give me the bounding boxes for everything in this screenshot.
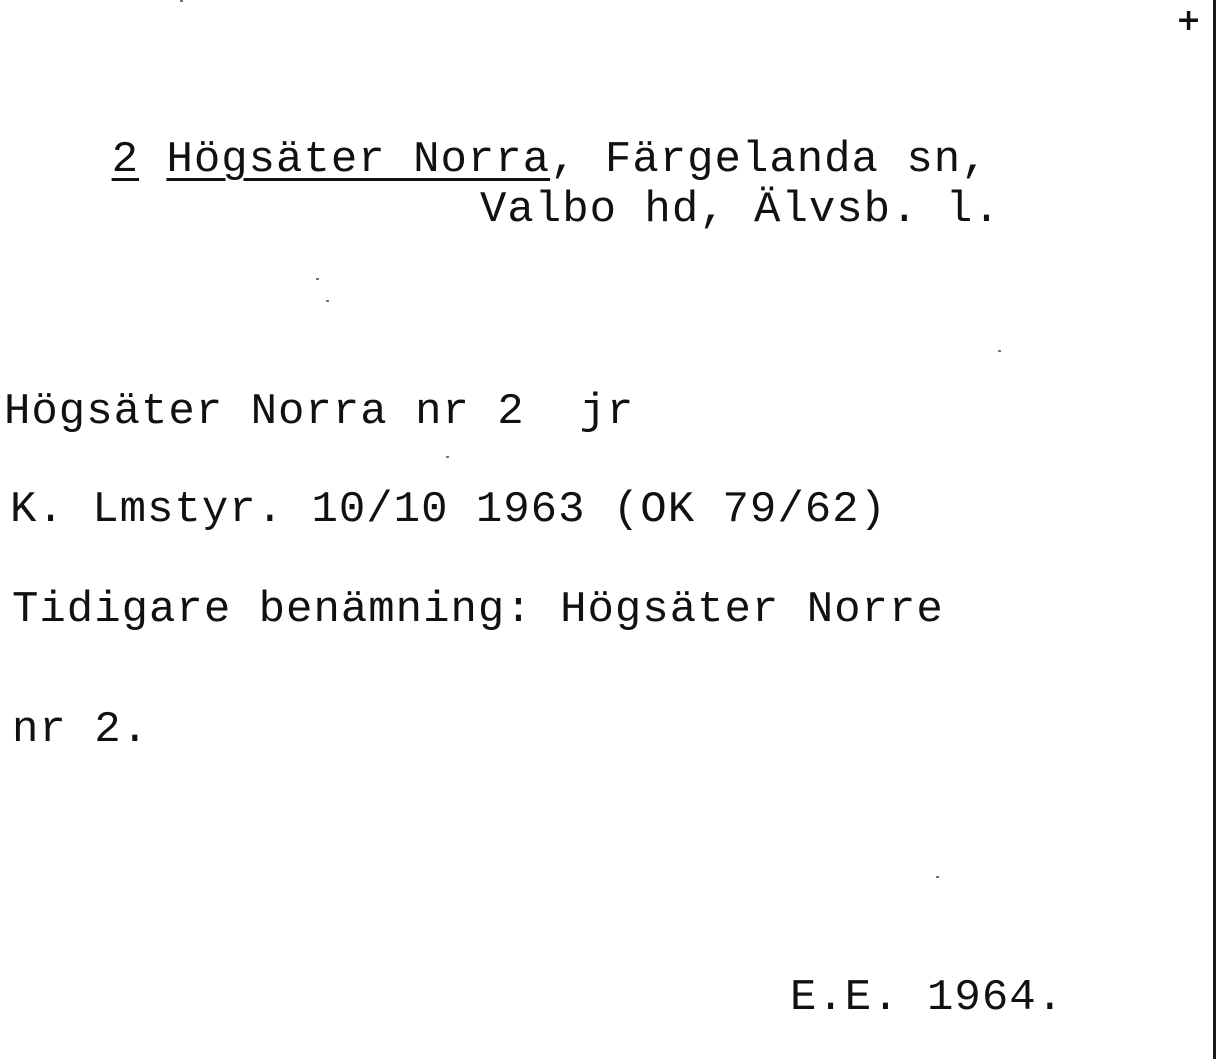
heading-parish: , Färgelanda sn, <box>550 135 989 185</box>
former-name-line: Tidigare benämning: Högsäter Norre <box>12 585 944 635</box>
entry-line: Högsäter Norra nr 2 jr <box>4 387 635 437</box>
former-name-continuation: nr 2. <box>12 705 150 755</box>
scan-speck <box>446 456 449 458</box>
region-line: Valbo hd, Älvsb. l. <box>480 185 1001 235</box>
corner-plus-mark: + <box>1176 3 1202 38</box>
scan-speck <box>936 876 939 878</box>
card-edge-line <box>1213 0 1216 1059</box>
signature-date: E.E. 1964. <box>790 973 1065 1023</box>
scan-speck <box>326 300 329 302</box>
heading-number: 2 <box>111 135 140 185</box>
scan-speck <box>180 0 183 2</box>
scan-speck <box>316 278 319 280</box>
scan-speck <box>998 350 1001 352</box>
heading-place-name: Högsäter Norra <box>166 135 551 185</box>
decision-line: K. Lmstyr. 10/10 1963 (OK 79/62) <box>10 485 887 535</box>
